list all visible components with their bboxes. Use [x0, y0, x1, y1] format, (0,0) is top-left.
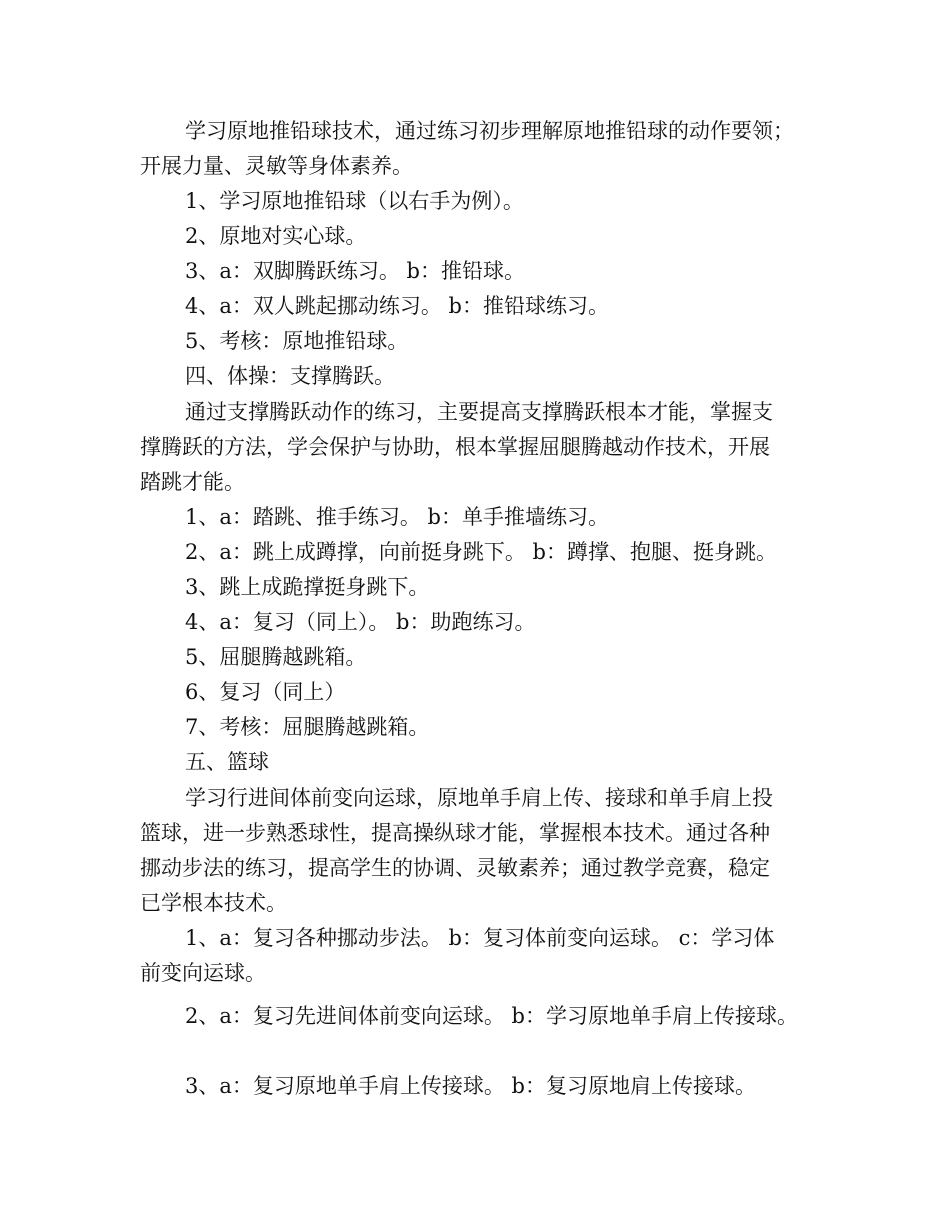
paragraph-line: 撑腾跃的方法，学会保护与协助，根本掌握屈腿腾越动作技术，开展 — [140, 435, 770, 459]
list-item: 1、a：复习各种挪动步法。 b：复习体前变向运球。 c：学习体 — [185, 926, 775, 950]
paragraph-line: 已学根本技术。 — [140, 891, 287, 915]
list-item: 2、a：复习先进间体前变向运球。 b：学习原地单手肩上传接球。 — [185, 1004, 798, 1028]
paragraph-line: 通过支撑腾跃动作的练习，主要提高支撑腾跃根本才能，掌握支 — [185, 400, 773, 424]
section-heading: 五、篮球 — [185, 750, 269, 774]
list-item: 2、a：跳上成蹲撑，向前挺身跳下。 b：蹲撑、抱腿、挺身跳。 — [185, 540, 777, 564]
list-item: 4、a：双人跳起挪动练习。 b：推铅球练习。 — [185, 294, 609, 318]
list-item: 4、a：复习（同上）。 b：助跑练习。 — [185, 610, 536, 634]
list-item: 前变向运球。 — [140, 961, 266, 985]
paragraph-line: 学习行进间体前变向运球，原地单手肩上传、接球和单手肩上投 — [185, 786, 773, 810]
list-item: 5、屈腿腾越跳箱。 — [185, 645, 367, 669]
paragraph-line: 学习原地推铅球技术，通过练习初步理解原地推铅球的动作要领； — [185, 119, 794, 143]
paragraph-line: 踏跳才能。 — [140, 470, 245, 494]
section-heading: 四、体操：支撑腾跃。 — [185, 364, 395, 388]
list-item: 2、原地对实心球。 — [185, 224, 367, 248]
list-item: 7、考核：屈腿腾越跳箱。 — [185, 715, 430, 739]
list-item: 5、考核：原地推铅球。 — [185, 329, 409, 353]
paragraph-line: 开展力量、灵敏等身体素养。 — [140, 154, 413, 178]
paragraph-line: 篮球，进一步熟悉球性，提高操纵球才能，掌握根本技术。通过各种 — [140, 821, 770, 845]
list-item: 3、跳上成跪撑挺身跳下。 — [185, 575, 430, 599]
list-item: 3、a：双脚腾跃练习。 b：推铅球。 — [185, 259, 525, 283]
list-item: 1、学习原地推铅球（以右手为例）。 — [185, 189, 524, 213]
list-item: 3、a：复习原地单手肩上传接球。 b：复习原地肩上传接球。 — [185, 1074, 756, 1098]
list-item: 1、a：踏跳、推手练习。 b：单手推墙练习。 — [185, 505, 609, 529]
paragraph-line: 挪动步法的练习，提高学生的协调、灵敏素养；通过教学竞赛，稳定 — [140, 856, 770, 880]
list-item: 6、复习（同上） — [185, 680, 346, 704]
